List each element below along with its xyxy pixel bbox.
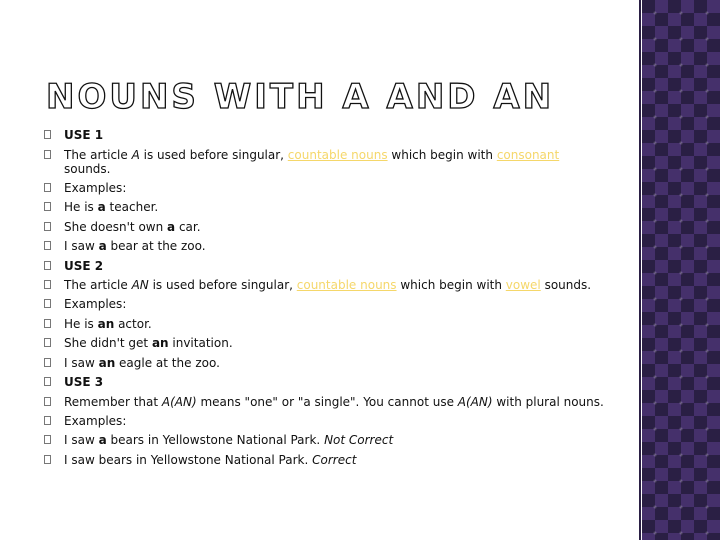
text-run: is used before singular, [139, 147, 288, 162]
sidebar-divider [639, 0, 641, 540]
bold-text: USE 2 [64, 258, 104, 273]
text-run: I saw [64, 355, 99, 370]
text-run: The article [64, 147, 132, 162]
bullet-item [44, 259, 604, 273]
slide-title-text: NOUNS WITH A AND AN [46, 77, 555, 117]
bullet-item [44, 453, 604, 467]
text-run: car. [175, 219, 201, 234]
bullet-item [44, 336, 604, 350]
text-run: She doesn't own [64, 219, 168, 234]
bold-text: a [167, 219, 176, 234]
bullet-box-icon [44, 183, 51, 192]
bullet-box-icon [44, 150, 51, 159]
bullet-list [44, 128, 604, 472]
bullet-item [44, 297, 604, 311]
bullet-item [44, 220, 604, 234]
text-run: He is [64, 200, 98, 214]
italic-text: Not Correct [324, 433, 394, 447]
highlighted-term: countable nouns [296, 278, 397, 292]
text-run: Remember that [64, 394, 162, 409]
bullet-box-icon [44, 435, 51, 444]
text-run: sounds. [540, 278, 592, 292]
highlighted-term: vowel [505, 278, 541, 292]
bullet-item [44, 200, 604, 214]
bullet-box-icon [44, 377, 51, 386]
bullet-box-icon [44, 241, 51, 250]
text-run: bear at the zoo. [106, 239, 206, 253]
bold-text: a [98, 433, 107, 447]
bold-text: USE 1 [64, 128, 104, 142]
bullet-item [44, 317, 604, 331]
bullet-item [44, 148, 604, 176]
decorative-pattern-panel [642, 0, 720, 540]
italic-text: A(AN) [161, 394, 197, 409]
bullet-box-icon [44, 455, 51, 464]
bullet-box-icon [44, 202, 51, 211]
bullet-item [44, 181, 604, 195]
text-run: bears in Yellowstone National Park. [106, 433, 325, 447]
bold-text: an [151, 336, 169, 350]
text-run: which begin with [396, 278, 506, 292]
text-run: Examples: [64, 180, 127, 195]
text-run: eagle at the zoo. [115, 355, 220, 370]
text-run: means "one" or "a single". You cannot use [196, 394, 458, 409]
bullet-item [44, 239, 604, 253]
slide-title [46, 74, 555, 117]
text-run: sounds. [64, 161, 111, 176]
text-run: The article [64, 278, 132, 292]
italic-text: A(AN) [457, 394, 493, 409]
bold-text: a [97, 200, 106, 214]
highlighted-term: consonant [496, 147, 560, 162]
text-run: teacher. [105, 200, 159, 214]
bullet-item [44, 128, 604, 142]
italic-text: AN [131, 278, 149, 292]
text-run: I saw bears in Yellowstone National Park. [64, 452, 313, 467]
bullet-box-icon [44, 416, 51, 425]
bullet-box-icon [44, 261, 51, 270]
text-run: I saw [64, 239, 99, 253]
text-run: actor. [114, 316, 152, 331]
bullet-item [44, 433, 604, 447]
bullet-box-icon [44, 319, 51, 328]
bullet-item [44, 356, 604, 370]
bullet-item [44, 395, 604, 409]
text-run: Examples: [64, 413, 127, 428]
bullet-box-icon [44, 358, 51, 367]
bold-text: a [98, 239, 107, 253]
text-run: invitation. [168, 336, 233, 350]
bullet-item [44, 414, 604, 428]
text-run: which begin with [387, 147, 497, 162]
bullet-box-icon [44, 338, 51, 347]
bold-text: USE 3 [64, 375, 104, 389]
bullet-box-icon [44, 222, 51, 231]
text-run: Examples: [64, 297, 127, 311]
bullet-box-icon [44, 130, 51, 139]
bullet-box-icon [44, 299, 51, 308]
bullet-box-icon [44, 397, 51, 406]
italic-text: A [131, 147, 140, 162]
text-run: I saw [64, 433, 99, 447]
bullet-item [44, 375, 604, 389]
bold-text: an [98, 355, 116, 370]
bold-text: an [97, 316, 115, 331]
highlighted-term: countable nouns [287, 147, 388, 162]
text-run: She didn't get [64, 336, 152, 350]
text-run: He is [64, 316, 98, 331]
text-run: is used before singular, [148, 278, 297, 292]
italic-text: Correct [312, 452, 357, 467]
bullet-box-icon [44, 280, 51, 289]
text-run: with plural nouns. [492, 394, 604, 409]
bullet-item [44, 278, 604, 292]
